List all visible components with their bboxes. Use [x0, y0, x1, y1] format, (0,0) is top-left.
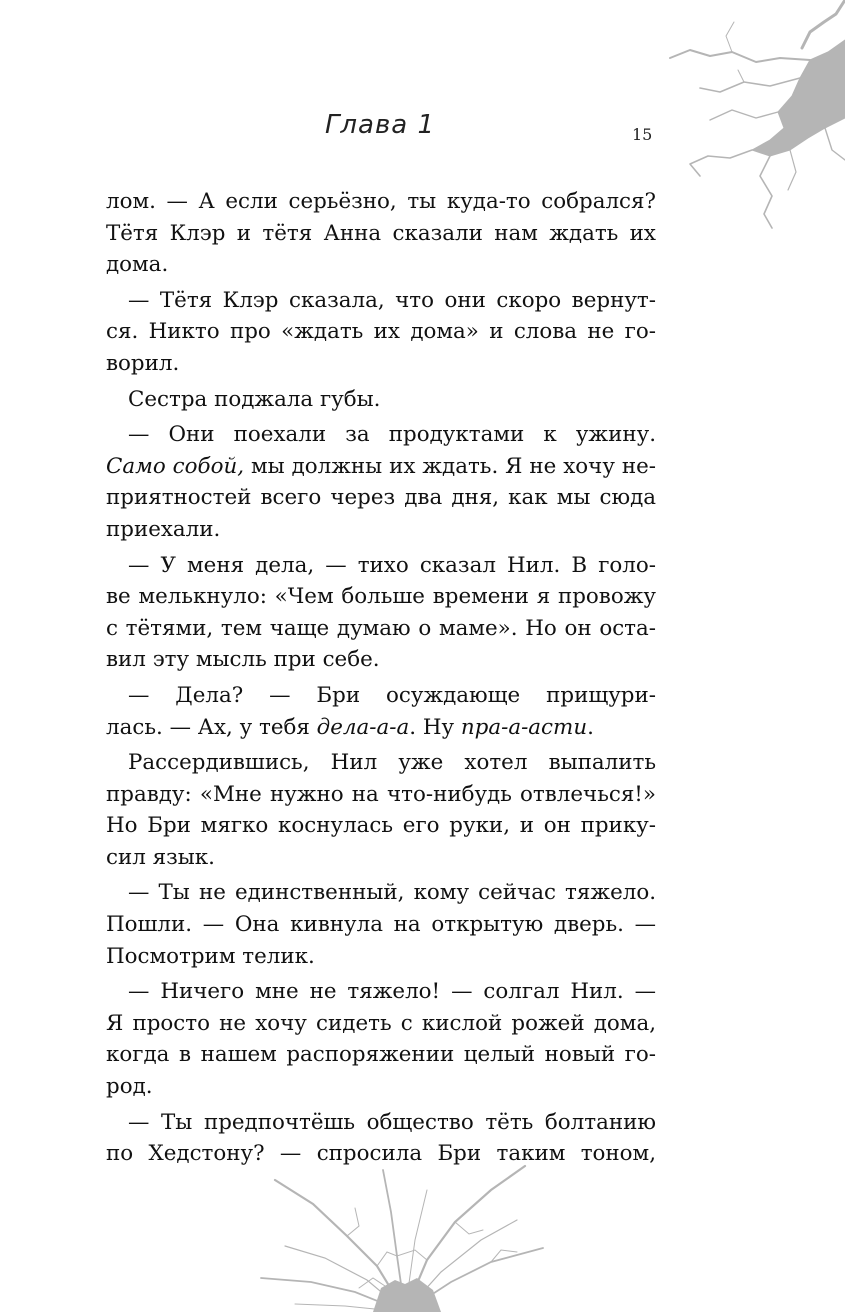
text-segment: . Ну [409, 714, 461, 740]
text-line [106, 712, 656, 744]
emphasis-text: дела-а-а [316, 714, 410, 740]
text-line: Пошли. — Она кивнула на открытую дверь. — [106, 912, 656, 938]
text-line: с тётями, тем чаще думаю о маме». Но он оста- [106, 615, 656, 641]
chapter-title: Глава 1 [324, 110, 436, 140]
text-line: Посмотрим телик. [106, 943, 315, 969]
text-segment: мы должны их ждать. Я не хочу не- [244, 453, 656, 479]
body-text [106, 186, 656, 1170]
text-line: ве мелькнуло: «Чем больше времени я провожу [106, 584, 656, 610]
text-line: вил эту мысль при себе. [106, 647, 380, 673]
emphasis-text: пра-а-асти [460, 714, 588, 740]
text-line: сил язык. [106, 844, 215, 870]
text-line: ся. Никто про «ждать их дома» и слова не го- [106, 319, 656, 345]
shattered-glass-icon [255, 1160, 555, 1312]
text-line [106, 451, 656, 483]
text-line: ворил. [106, 350, 180, 376]
text-line: — Дела? — Бри осуждающе прищури- [128, 682, 656, 708]
text-segment: . [587, 714, 594, 740]
text-segment: лась. — Ах, у тебя [106, 714, 317, 740]
page-number: 15 [632, 125, 653, 144]
text-line: — Тётя Клэр сказала, что они скоро вернут- [128, 287, 656, 313]
text-line: Рассердившись, Нил уже хотел выпалить [128, 750, 656, 776]
text-line: — Ты предпочтёшь общество тёть болтанию [128, 1109, 656, 1135]
text-line: — Ты не единственный, кому сейчас тяжело. [128, 880, 656, 906]
text-line: приехали. [106, 516, 221, 542]
text-line: приятностей всего через два дня, как мы сюда [106, 485, 656, 511]
text-line: — Ничего мне не тяжело! — солгал Нил. — [128, 979, 656, 1005]
text-line: дома. [106, 252, 169, 278]
text-line: Но Бри мягко коснулась его руки, и он прику- [106, 813, 656, 839]
text-line: по Хедстону? — спросила Бри таким тоном, [106, 1141, 656, 1167]
text-line: — Они поехали за продуктами к ужину. [128, 422, 656, 448]
text-line: Тётя Клэр и тётя Анна сказали нам ждать их [106, 220, 656, 246]
text-line: род. [106, 1074, 153, 1100]
text-line: Сестра поджала губы. [128, 386, 381, 412]
text-line: когда в нашем распоряжении целый новый го- [106, 1042, 656, 1068]
text-line: лом. — А если серьёзно, ты куда-то собрался? [106, 189, 656, 214]
text-line: правду: «Мне нужно на что-нибудь отвлечься!» [106, 781, 656, 807]
text-line: — У меня дела, — тихо сказал Нил. В голо- [128, 552, 656, 578]
text-line: Я просто не хочу сидеть с кислой рожей дома, [106, 1010, 656, 1036]
emphasis-text: Само собой, [106, 453, 245, 479]
